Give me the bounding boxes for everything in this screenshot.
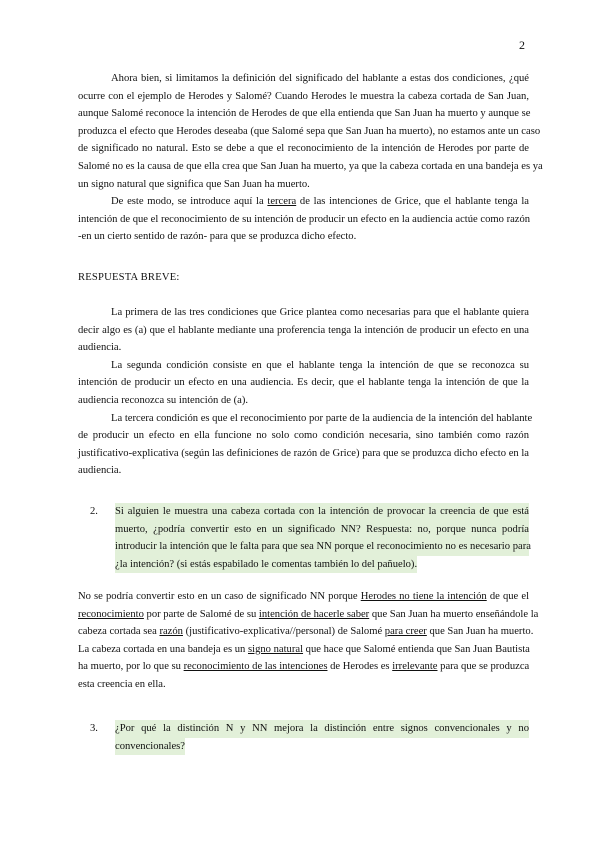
page-number: 2 xyxy=(519,38,525,52)
text-line: de producir un efecto en ella funcione no solo como condición necesaria, sino también como razón xyxy=(78,430,529,442)
text-line: esta creencia en ella. xyxy=(78,678,166,690)
text-line: audiencia. xyxy=(78,465,122,477)
text-line: cabeza cortada sea razón (justificativo-explicativa//personal) de Salomé para creer que San Juan ha muerto. xyxy=(78,626,534,638)
respuesta-breve-body xyxy=(78,304,533,480)
underlined-term: razón xyxy=(159,626,183,638)
underlined-term: irrelevante xyxy=(392,661,438,673)
question-3-highlighted xyxy=(115,720,529,755)
section-heading: RESPUESTA BREVE: xyxy=(78,272,180,283)
text-line: audiencia reconozca su intención de (a). xyxy=(78,394,249,406)
highlighted-line: convencionales? xyxy=(115,738,185,756)
highlighted-line: Si alguien le muestra una cabeza cortada con la intención de provocar la creencia de que está xyxy=(115,503,529,521)
underlined-term: tercera xyxy=(267,196,297,207)
text-line: produzca el efecto que Herodes deseaba (que Salomé sepa que San Juan ha muerto), no estamos ante un caso xyxy=(78,125,541,137)
text-line: No se podría convertir esto en un caso de significado NN porque Herodes no tiene la intención de que el xyxy=(78,591,530,602)
question-2-highlighted xyxy=(115,503,529,573)
question-number: 2. xyxy=(90,506,98,517)
underlined-term: para creer xyxy=(384,626,427,638)
text-line: La tercera condición es que el reconocimiento por parte de la audiencia de la intención del hablante xyxy=(111,412,533,424)
underlined-term: Herodes no tiene la intención xyxy=(360,591,487,602)
text-line: La segunda condición consiste en que el hablante tenga la intención de que se reconozca su xyxy=(111,359,529,371)
paragraph-herodes-salome xyxy=(78,70,543,193)
text-line: La primera de las tres condiciones que Grice plantea como necesarias para que el hablante quiera xyxy=(111,307,529,318)
paragraph-tercera-intencion xyxy=(78,193,529,246)
text-line: ha muerto, por lo que su reconocimiento de las intenciones de Herodes es irrelevante para que se produzca xyxy=(78,661,530,673)
text-line: Ahora bien, si limitamos la definición del significado del hablante a estas dos condiciones, ¿qué xyxy=(111,73,529,84)
text-line: intención de que el reconocimiento de su intención de producir un efecto en la audiencia actúe como razón xyxy=(78,213,531,225)
highlighted-line: muerto, ¿podría convertir esto en un significado NN? Respuesta: no, porque nunca podría xyxy=(115,521,529,539)
text-line: Salomé no es la causa de que ella crea que San Juan ha muerto, ya que la cabeza cortada en una bandeja es ya xyxy=(78,160,543,172)
highlighted-line: ¿la intención? (si estás espabilado le comentas también lo del pañuelo). xyxy=(115,556,417,574)
underlined-term: reconocimiento de las intenciones xyxy=(183,661,328,673)
text-line: intención de producir un efecto en una audiencia. Es decir, que el hablante tenga la intención de que la xyxy=(78,377,529,389)
highlighted-line: introducir la intención que le falta para que sea NN porque el reconocimiento no es necesario para xyxy=(115,538,529,556)
text-line: aunque Salomé reconoce la intención de Herodes de que ella entienda que San Juan ha muerto y aunque se xyxy=(78,108,531,120)
text-line: de significado no natural. Esto se debe a que el reconocimiento de la intención de Herodes por parte de xyxy=(78,143,529,155)
text-line: De este modo, se introduce aquí la tercera de las intenciones de Grice, que el hablante tenga la xyxy=(111,196,529,207)
text-line: reconocimiento por parte de Salomé de su intención de hacerle saber que San Juan ha muerto enseñándole la xyxy=(78,608,539,620)
text-line: -en un cierto sentido de razón- para que se produzca dicho efecto. xyxy=(78,231,357,243)
underlined-term: intención de hacerle saber xyxy=(258,608,370,620)
text-line: un signo natural que significa que San Juan ha muerto. xyxy=(78,178,310,190)
underlined-term: signo natural xyxy=(248,643,304,655)
text-line: audiencia. xyxy=(78,342,122,354)
question-number: 3. xyxy=(90,723,98,734)
text-line: ocurre con el ejemplo de Herodes y Salomé? Cuando Herodes le muestra la cabeza cortada de San Juan, xyxy=(78,90,529,102)
text-line: decir algo es (a) que el hablante mediante una proferencia tenga la intención de producir un efecto en una xyxy=(78,324,529,336)
text-line: La cabeza cortada en una bandeja es un signo natural que hace que Salomé entienda que San Juan Bautista xyxy=(78,643,530,655)
highlighted-line: ¿Por qué la distinción N y NN mejora la distinción entre signos convencionales y no xyxy=(115,720,529,738)
answer-2-body xyxy=(78,588,539,694)
text-line: justificativo-explicativa (según las definiciones de razón de Grice) para que se produzca dicho efecto en la xyxy=(78,447,529,459)
underlined-term: reconocimiento xyxy=(78,608,144,620)
